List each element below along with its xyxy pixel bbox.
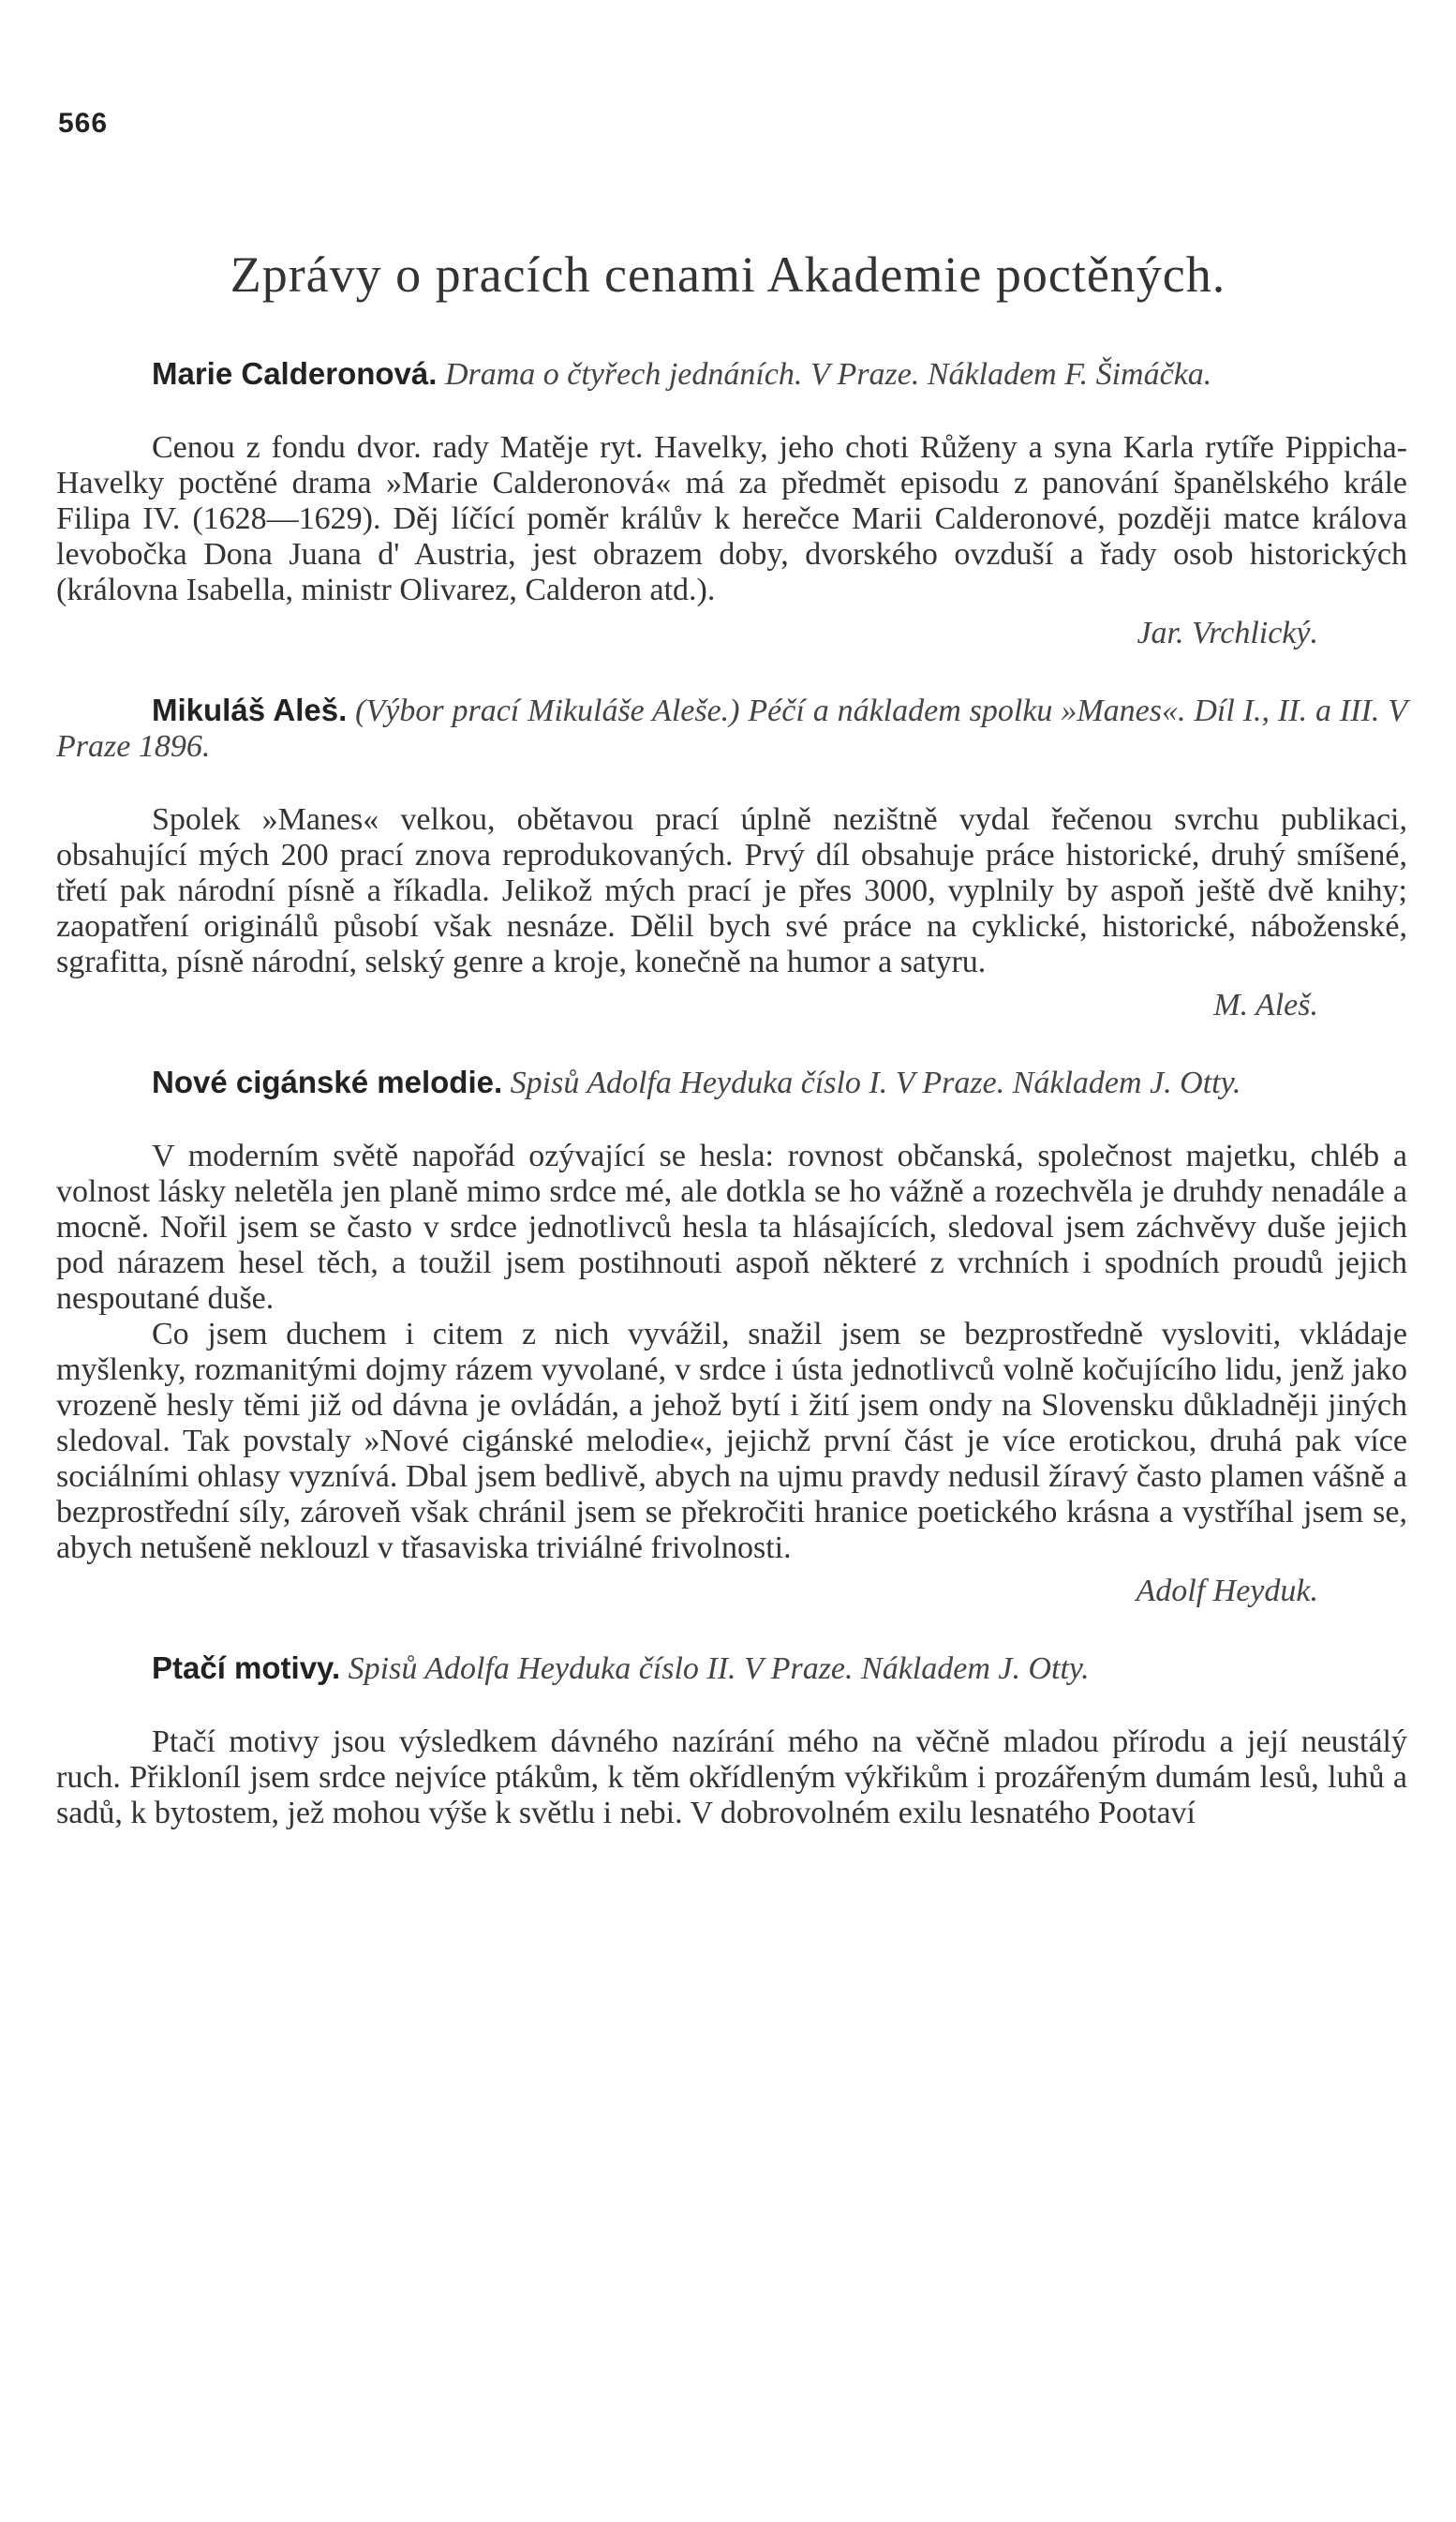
page-title: Zprávy o pracích cenami Akademie poctěných.	[230, 246, 1226, 303]
entry-heading	[56, 693, 1407, 765]
entry-marie-calderonova	[56, 356, 1407, 651]
entry-ptaci-motivy	[56, 1650, 1407, 1831]
entry-title: Marie Calderonová.	[152, 356, 438, 391]
entry-signature: Jar. Vrchlický.	[1137, 616, 1318, 650]
entry-signature: M. Aleš.	[1213, 988, 1318, 1022]
entry-title: Mikuláš Aleš.	[152, 693, 348, 727]
page-content	[56, 356, 1407, 1873]
entry-title: Ptačí motivy.	[152, 1650, 341, 1685]
entry-publication: (Výbor prací Mikuláše Aleše.) Péčí a nákladem spolku »Manes«. Díl I., II. a III. V Praze 1896.	[56, 694, 1407, 764]
entry-paragraph: V moderním světě napořád ozývající se hesla: rovnost občanská, společnost majetku, chléb a volnost lásky neletěla jen planě mimo srdce mé, ale dotkla se ho vážně a rozechvěla je druhdy nenadále a mocně. Nořil jsem se často v srdce jednotlivců hesla ta hlásajících, sledoval jsem záchvěvy duše jejich pod nárazem hesel těch, a toužil jsem postihnouti aspoň některé z vrchních i spodních proudů jejich nespoutané duše.	[56, 1139, 1407, 1316]
entry-paragraph: Cenou z fondu dvor. rady Matěje ryt. Havelky, jeho choti Růženy a syna Karla rytíře Pippicha-Havelky poctěné drama »Marie Calderonová« má za předmět episodu z panování španělského krále Filipa IV. (1628—1629). Děj líčící poměr králův k herečce Marii Calderonové, později matce králova levobočka Dona Juana d' Austria, jest obrazem doby, dvorského ovzduší a řady osob historických (královna Isabella, ministr Olivarez, Calderon atd.).	[56, 430, 1407, 607]
entry-heading	[56, 356, 1407, 393]
entry-nove-ciganske-melodie	[56, 1065, 1407, 1609]
entry-paragraph: Ptačí motivy jsou výsledkem dávného nazírání mého na věčně mladou přírodu a její neustálý ruch. Přikloníl jsem srdce nejvíce ptákům, k těm okřídleným výkřikům i prozářeným dumám lesů, luhů a sadů, k bytostem, jež mohou výše k světlu i nebi. V dobrovolném exilu lesnatého Pootaví	[56, 1724, 1407, 1830]
entry-publication: Spisů Adolfa Heyduka číslo II. V Praze. Nákladem J. Otty.	[348, 1651, 1090, 1686]
entry-publication: Drama o čtyřech jednáních. V Praze. Nákladem F. Šimáčka.	[444, 357, 1212, 392]
entry-publication: Spisů Adolfa Heyduka číslo I. V Praze. Nákladem J. Otty.	[510, 1066, 1241, 1100]
entry-paragraph: Spolek »Manes« velkou, obětavou prací úplně nezištně vydal řečenou svrchu publikaci, obsahující mých 200 prací znova reprodukovaných. Prvý díl obsahuje práce historické, druhý smíšené, třetí pak národní písně a říkadla. Jelikož mých prací je přes 3000, vyplnily by aspoň ještě dvě knihy; zaopatření originálů působí však nesnáze. Dělil bych své práce na cyklické, historické, náboženské, sgrafitta, písně národní, selský genre a kroje, konečně na humor a satyru.	[56, 802, 1407, 979]
entry-mikulas-ales	[56, 693, 1407, 1023]
entry-title: Nové cigánské melodie.	[152, 1065, 503, 1099]
entry-heading	[56, 1065, 1407, 1101]
page-number: 566	[58, 108, 109, 139]
entry-paragraph: Co jsem duchem i citem z nich vyvážil, snažil jsem se bezprostředně vysloviti, vkládaje myšlenky, rozmanitými dojmy rázem vyvolané, v srdce i ústa jednotlivců volně kočujícího lidu, jenž jako vrozeně hesly těmi již od dávna je ovládán, a jehož bytí i žití jsem ondy na Slovensku důkladněji jiných sledoval. Tak povstaly »Nové cigánské melodie«, jejichž první část je více erotickou, druhá pak více sociálními ohlasy vyznívá. Dbal jsem bedlivě, abych na ujmu pravdy nedusil žíravý často plamen vášně a bezprostřední síly, zároveň však chránil jsem se překročiti hranice poetického krásna a vystříhal jsem se, abych netušeně neklouzl v třasaviska triviálné frivolnosti.	[56, 1317, 1407, 1565]
entry-heading	[56, 1650, 1407, 1687]
entry-signature: Adolf Heyduk.	[1136, 1574, 1318, 1608]
